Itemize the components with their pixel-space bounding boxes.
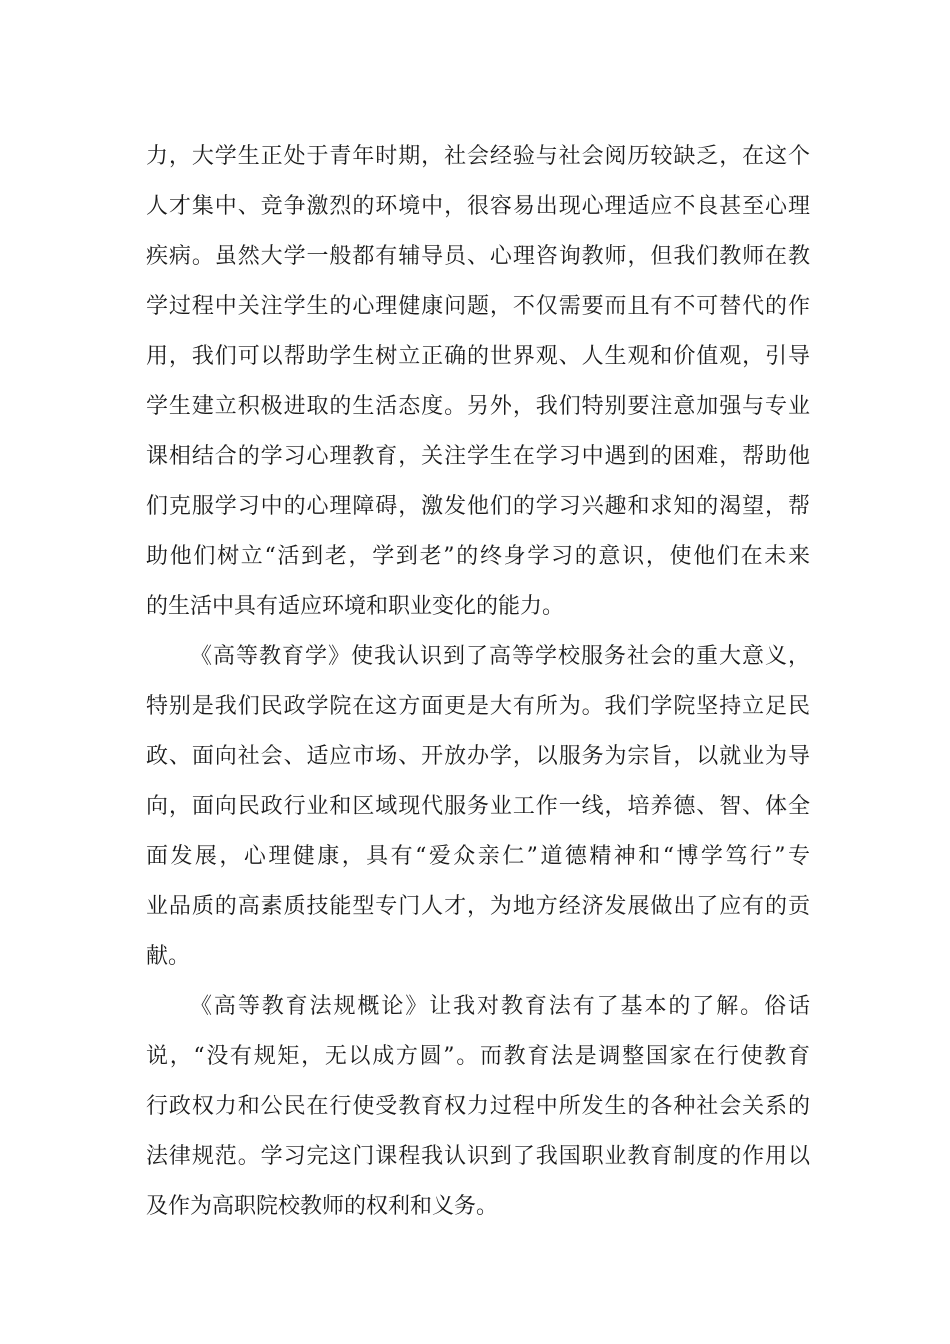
text-line: 《高等教育法规概论》让我对教育法有了基本的了解。俗话	[190, 994, 810, 1019]
paragraph-1	[146, 132, 810, 632]
text-line: 疾病。虽然大学一般都有辅导员、心理咨询教师，但我们教师在教	[146, 244, 810, 269]
text-line: 面发展，心理健康，具有“爱众亲仁”道德精神和“博学笃行”专	[146, 844, 810, 869]
text-line: 向，面向民政行业和区域现代服务业工作一线，培养德、智、体全	[146, 794, 810, 819]
text-line: 学生建立积极进取的生活态度。另外，我们特别要注意加强与专业	[146, 394, 810, 419]
paragraph-2	[146, 632, 810, 982]
text-line: 《高等教育学》使我认识到了高等学校服务社会的重大意义，	[190, 644, 810, 669]
text-line: 的生活中具有适应环境和职业变化的能力。	[146, 594, 565, 619]
text-line: 用，我们可以帮助学生树立正确的世界观、人生观和价值观，引导	[146, 344, 810, 369]
paragraph-3	[146, 982, 810, 1232]
text-line: 力，大学生正处于青年时期，社会经验与社会阅历较缺乏，在这个	[146, 144, 810, 169]
body-text	[146, 132, 810, 1232]
text-line: 政、面向社会、适应市场、开放办学，以服务为宗旨，以就业为导	[146, 744, 810, 769]
text-line: 们克服学习中的心理障碍，激发他们的学习兴趣和求知的渴望，帮	[146, 494, 810, 519]
text-line: 助他们树立“活到老，学到老”的终身学习的意识，使他们在未来	[146, 544, 810, 569]
text-line: 行政权力和公民在行使受教育权力过程中所发生的各种社会关系的	[146, 1094, 810, 1119]
text-line: 人才集中、竞争激烈的环境中，很容易出现心理适应不良甚至心理	[146, 194, 810, 219]
text-line: 学过程中关注学生的心理健康问题，不仅需要而且有不可替代的作	[146, 294, 810, 319]
text-line: 说，“没有规矩，无以成方圆”。而教育法是调整国家在行使教育	[146, 1044, 810, 1069]
text-line: 献。	[146, 944, 191, 969]
text-line: 及作为高职院校教师的权利和义务。	[146, 1194, 499, 1219]
text-line: 特别是我们民政学院在这方面更是大有所为。我们学院坚持立足民	[146, 694, 810, 719]
text-line: 业品质的高素质技能型专门人才，为地方经济发展做出了应有的贡	[146, 894, 810, 919]
text-line: 课相结合的学习心理教育，关注学生在学习中遇到的困难，帮助他	[146, 444, 810, 469]
text-line: 法律规范。学习完这门课程我认识到了我国职业教育制度的作用以	[146, 1144, 810, 1169]
